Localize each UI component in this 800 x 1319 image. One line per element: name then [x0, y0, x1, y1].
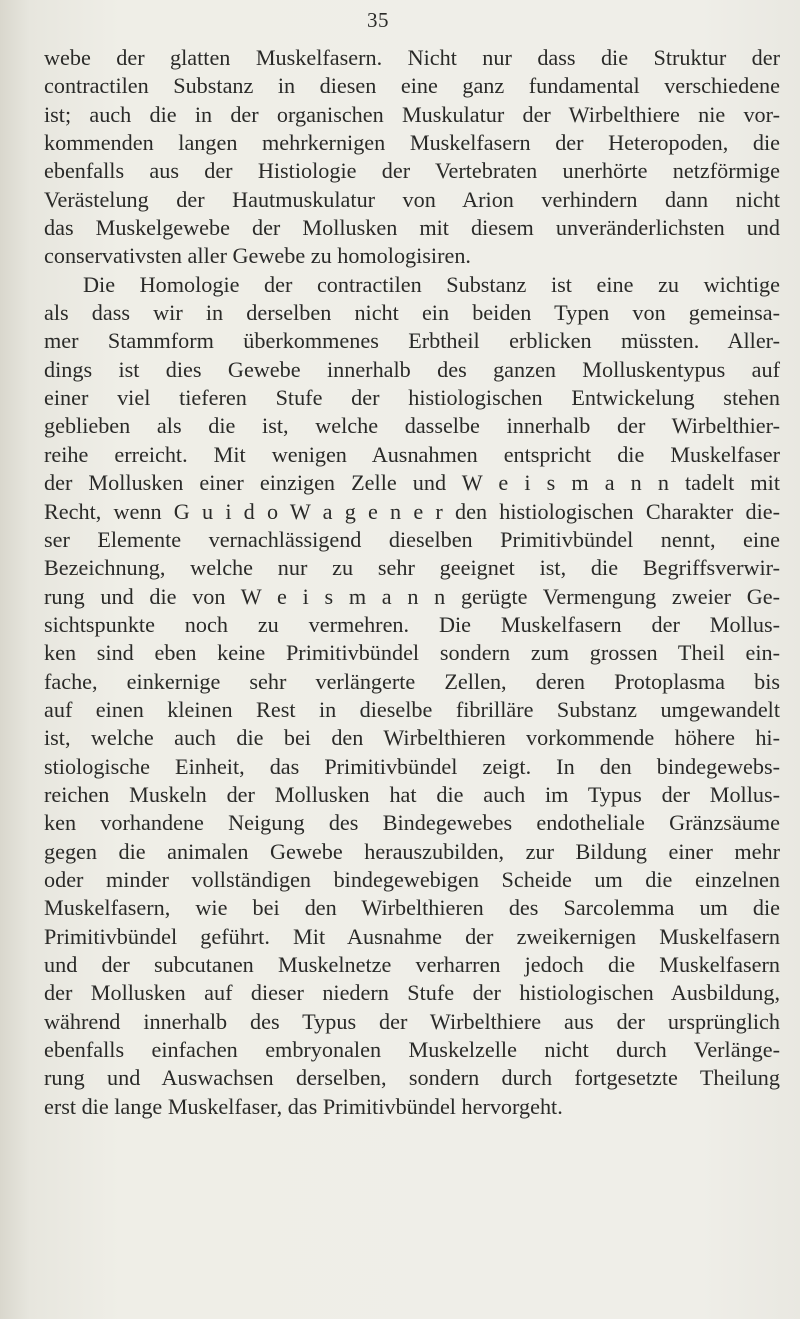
page-number: 35: [367, 8, 389, 32]
text-line: Recht, wenn G u i d o W a g e n e r den histiologischen Charakter die-: [44, 498, 780, 524]
text-line: rung und die von W e i s m a n n gerügte Vermengung zweier Ge-: [44, 583, 780, 609]
text-line: der Mollusken auf dieser niedern Stufe der histiologischen Ausbildung,: [44, 980, 780, 1006]
text-line: und der subcutanen Muskelnetze verharren jedoch die Muskelfasern: [44, 952, 780, 977]
text-line: ken vorhandene Neigung des Bindegewebes endotheliale Gränzsäume: [44, 810, 780, 836]
text-line: ebenfalls aus der Histiologie der Vertebraten unerhörte netzförmige: [44, 158, 780, 184]
text-line: reihe erreicht. Mit wenigen Ausnahmen entspricht die Muskelfaser: [44, 441, 780, 467]
text-line: ebenfalls einfachen embryonalen Muskelzelle nicht durch Verlänge-: [44, 1037, 780, 1063]
text-line: ist, welche auch die bei den Wirbelthieren vorkommende höhere hi-: [44, 725, 780, 751]
text-line: Bezeichnung, welche nur zu sehr geeignet ist, die Begriffsverwir-: [44, 555, 780, 581]
text-line: das Muskelgewebe der Mollusken mit diesem unveränderlichsten und: [44, 215, 780, 241]
text-line: Verästelung der Hautmuskulatur von Arion verhindern dann nicht: [44, 186, 780, 212]
text-line: contractilen Substanz in diesen eine ganz fundamental verschiedene: [44, 73, 780, 99]
text-line: oder minder vollständigen bindegewebigen Scheide um die einzelnen: [44, 866, 780, 892]
text-line: ken sind eben keine Primitivbündel sondern zum grossen Theil ein-: [44, 640, 780, 666]
text-line: sichtspunkte noch zu vermehren. Die Muskelfasern der Mollus-: [44, 611, 780, 637]
text-line: als dass wir in derselben nicht ein beiden Typen von gemeinsa-: [44, 300, 780, 326]
text-line: der Mollusken einer einzigen Zelle und W e i s m a n n tadelt mit: [44, 470, 780, 496]
text-line: gegen die animalen Gewebe herauszubilden, zur Bildung einer mehr: [44, 838, 780, 864]
text-line: Muskelfasern, wie bei den Wirbelthieren des Sarcolemma um die: [44, 895, 780, 921]
text-line: rung und Auswachsen derselben, sondern durch fortgesetzte Theilung: [44, 1065, 780, 1091]
text-line: erst die lange Muskelfaser, das Primitivbündel hervorgeht.: [44, 1093, 563, 1119]
text-line: Primitivbündel geführt. Mit Ausnahme der zweikernigen Muskelfasern: [44, 923, 780, 949]
text-line: während innerhalb des Typus der Wirbelthiere aus der ursprünglich: [44, 1008, 780, 1034]
text-line: mer Stammform überkommenes Erbtheil erblicken müssten. Aller-: [44, 328, 780, 354]
text-line: stiologische Einheit, das Primitivbündel zeigt. In den bindegewebs-: [44, 753, 780, 779]
text-line: geblieben als die ist, welche dasselbe innerhalb der Wirbelthier-: [44, 413, 780, 439]
text-line: ist; auch die in der organischen Muskulatur der Wirbelthiere nie vor-: [44, 101, 780, 127]
text-line: dings ist dies Gewebe innerhalb des ganzen Molluskentypus auf: [44, 356, 780, 382]
text-line: einer viel tieferen Stufe der histiologischen Entwickelung stehen: [44, 385, 780, 411]
body-text: [44, 44, 780, 1121]
text-line: fache, einkernige sehr verlängerte Zellen, deren Protoplasma bis: [44, 668, 780, 694]
text-line: ser Elemente vernachlässigend dieselben Primitivbündel nennt, eine: [44, 526, 780, 552]
text-line: conservativsten aller Gewebe zu homologisiren.: [44, 243, 471, 269]
text-line: kommenden langen mehrkernigen Muskelfasern der Heteropoden, die: [44, 130, 780, 156]
text-line: auf einen kleinen Rest in dieselbe fibrilläre Substanz umgewandelt: [44, 696, 780, 722]
text-line: Die Homologie der contractilen Substanz ist eine zu wichtige: [83, 271, 780, 297]
text-line: reichen Muskeln der Mollusken hat die auch im Typus der Mollus-: [44, 781, 780, 807]
text-line: webe der glatten Muskelfasern. Nicht nur dass die Struktur der: [44, 45, 780, 70]
